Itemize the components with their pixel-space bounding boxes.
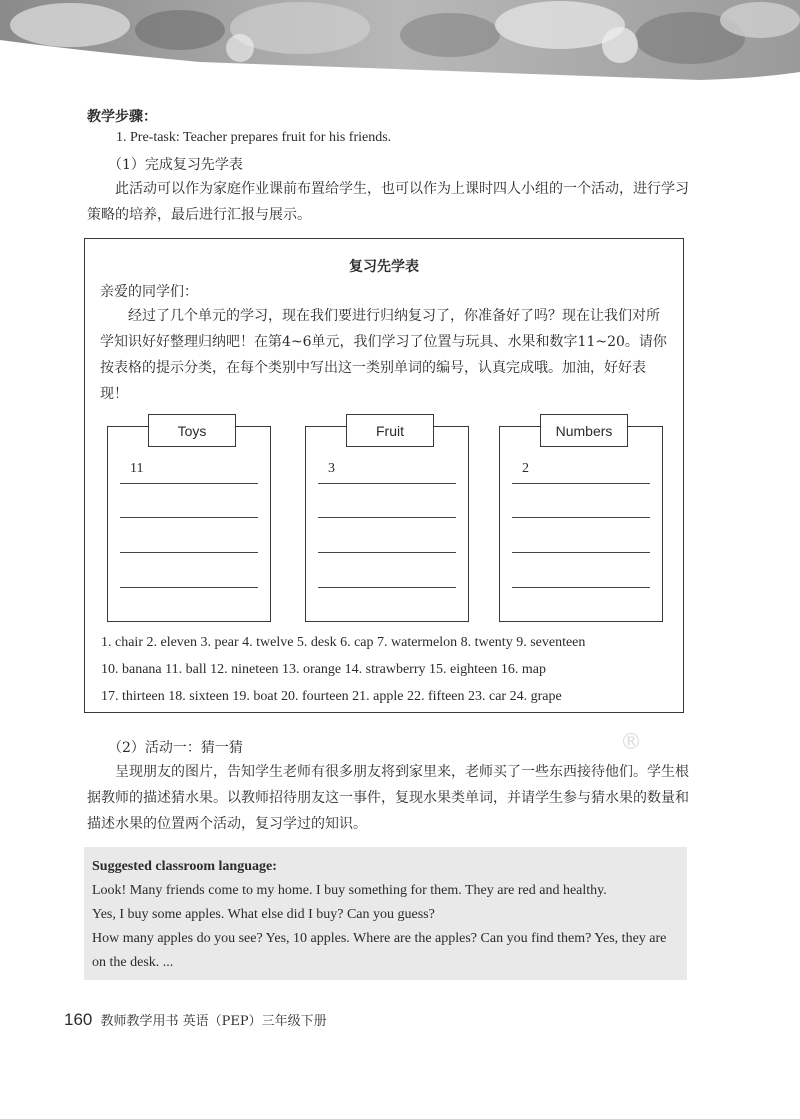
word-list — [101, 629, 681, 710]
classroom-language-box — [84, 847, 687, 980]
registered-mark: ® — [620, 730, 642, 755]
board-toys-label: Toys — [148, 414, 236, 447]
sub-step-2-title: （2）活动一：猜一猜 — [108, 740, 243, 756]
board-numbers-first-number: 2 — [522, 461, 529, 476]
review-intro: 经过了几个单元的学习，现在我们要进行归纳复习了，你准备好了吗？现在让我们对所学知识好好整理归纳吧！在第4~6单元，我们学习了位置与玩具、水果和数字11~20。请你按表格的提示分类，在每个类别中写出这一类别单词的编号，认真完成哦。加油，好好表现！ — [100, 308, 667, 402]
classroom-language-line: Yes, I buy some apples. What else did I buy? Can you guess? — [92, 907, 435, 922]
paragraph-1: 此活动可以作为家庭作业课前布置给学生，也可以作为上课时四人小组的一个活动，进行学习策略的培养，最后进行汇报与展示。 — [87, 181, 689, 223]
classroom-language-title: Suggested classroom language: — [92, 859, 277, 874]
review-title: 复习先学表 — [349, 259, 419, 275]
decorative-floral-banner — [0, 0, 800, 90]
board-numbers-label: Numbers — [540, 414, 628, 447]
write-line — [120, 517, 258, 518]
write-line — [120, 587, 258, 588]
board-toys — [107, 422, 271, 622]
step-1-title: 1. Pre-task: Teacher prepares fruit for his friends. — [116, 130, 392, 145]
write-line — [512, 552, 650, 553]
write-line — [512, 483, 650, 484]
book-title: 教师教学用书 英语（PEP）三年级下册 — [100, 1014, 327, 1029]
classroom-language-line: How many apples do you see? Yes, 10 apples. Where are the apples? Can you find them? Yes, they are on the desk. ... — [92, 931, 667, 970]
section-heading: 教学步骤： — [87, 109, 157, 125]
word-list-row: 10. banana 11. ball 12. nineteen 13. orange 14. strawberry 15. eighteen 16. map — [101, 662, 547, 677]
word-list-row: 17. thirteen 18. sixteen 19. boat 20. fourteen 21. apple 22. fifteen 23. car 24. grape — [101, 689, 562, 704]
page-number: 160 — [64, 1010, 93, 1029]
write-line — [318, 517, 456, 518]
page-footer — [64, 1010, 327, 1030]
board-toys-first-number: 11 — [130, 461, 144, 476]
board-fruit — [305, 422, 469, 622]
board-fruit-label: Fruit — [346, 414, 434, 447]
write-line — [318, 587, 456, 588]
write-line — [120, 483, 258, 484]
write-line — [120, 552, 258, 553]
sub-step-1-title: （1）完成复习先学表 — [108, 157, 243, 173]
write-line — [318, 552, 456, 553]
word-list-row: 1. chair 2. eleven 3. pear 4. twelve 5. desk 6. cap 7. watermelon 8. twenty 9. seventeen — [101, 635, 586, 650]
write-line — [512, 517, 650, 518]
review-greeting: 亲爱的同学们： — [100, 284, 198, 300]
review-worksheet-box — [84, 238, 684, 713]
board-fruit-first-number: 3 — [328, 461, 335, 476]
write-line — [318, 483, 456, 484]
classroom-language-line: Look! Many friends come to my home. I buy something for them. They are red and healthy. — [92, 883, 607, 898]
paragraph-2: 呈现朋友的图片，告知学生老师有很多朋友将到家里来，老师买了一些东西接待他们。学生根据教师的描述猜水果。以教师招待朋友这一事件，复现水果类单词，并请学生参与猜水果的数量和描述水果的位置两个活动，复习学过的知识。 — [87, 764, 689, 832]
board-numbers — [499, 422, 663, 622]
write-line — [512, 587, 650, 588]
